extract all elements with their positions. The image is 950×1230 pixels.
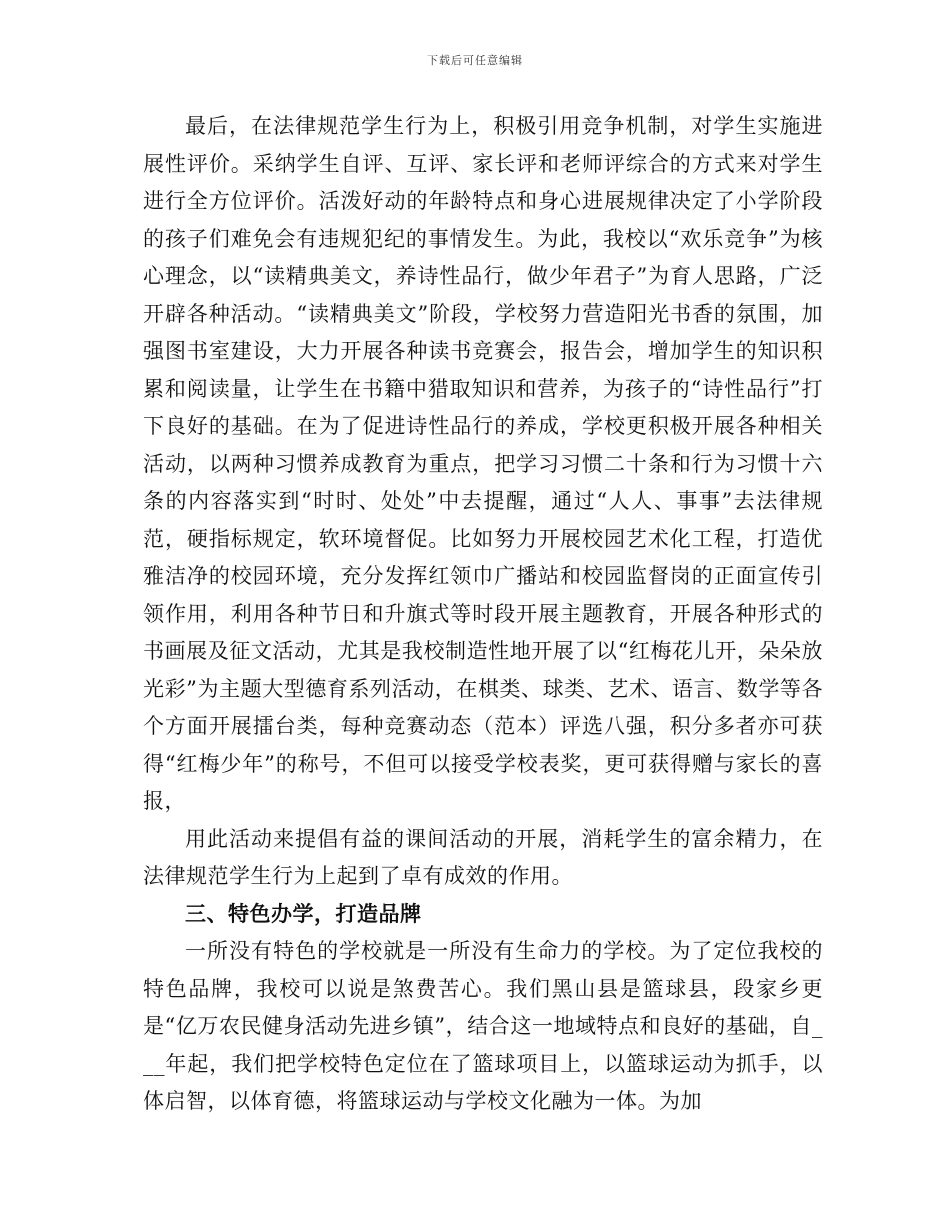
- paragraph-activity-effect: 用此活动来提倡有益的课间活动的开展，消耗学生的富余精力，在法律规范学生行为上起到了卓有成效的作用。: [143, 826, 823, 888]
- section-heading: 三、特色办学，打造品牌: [185, 901, 422, 926]
- paragraph-school-brand: 一所没有特色的学校就是一所没有生命力的学校。为了定位我校的特色品牌，我校可以说是煞费苦心。我们黑山县是篮球县，段家乡更是“亿万农民健身活动先进乡镇”，结合这一地域特点和良好的基础，自___年起，我们把学校特色定位在了篮球项目上，以篮球运动为抓手，以体启智，以体育德，将篮球运动与学校文化融为一体。为加: [143, 939, 823, 1113]
- document-body: [143, 108, 823, 1121]
- paragraph-evaluation: 最后，在法律规范学生行为上，积极引用竞争机制，对学生实施进展性评价。采纳学生自评、互评、家长评和老师评综合的方式来对学生进行全方位评价。活泼好动的年龄特点和身心进展规律决定了小学阶段的孩子们难免会有违规犯纪的事情发生。为此，我校以“欢乐竞争”为核心理念，以“读精典美文，养诗性品行，做少年君子”为育人思路，广泛开辟各种活动。“读精典美文”阶段，学校努力营造阳光书香的氛围，加强图书室建设，大力开展各种读书竞赛会，报告会，增加学生的知识积累和阅读量，让学生在书籍中猎取知识和营养，为孩子的“诗性品行”打下良好的基础。在为了促进诗性品行的养成，学校更积极开展各种相关活动，以两种习惯养成教育为重点，把学习习惯二十条和行为习惯十六条的内容落实到“时时、处处”中去提醒，通过“人人、事事”去法律规范，硬指标规定，软环境督促。比如努力开展校园艺术化工程，打造优雅洁净的校园环境，充分发挥红领巾广播站和校园监督岗的正面宣传引领作用，利用各种节日和升旗式等时段开展主题教育，开展各种形式的书画展及征文活动，尤其是我校制造性地开展了以“红梅花儿开，朵朵放光彩”为主题大型德育系列活动，在棋类、球类、艺术、语言、数学等各个方面开展擂台类，每种竞赛动态（范本）评选八强，积分多者亦可获得“红梅少年”的称号，不但可以接受学校表奖，更可获得赠与家长的喜报，: [143, 114, 823, 813]
- page-header: 下载后可任意编辑: [427, 54, 523, 67]
